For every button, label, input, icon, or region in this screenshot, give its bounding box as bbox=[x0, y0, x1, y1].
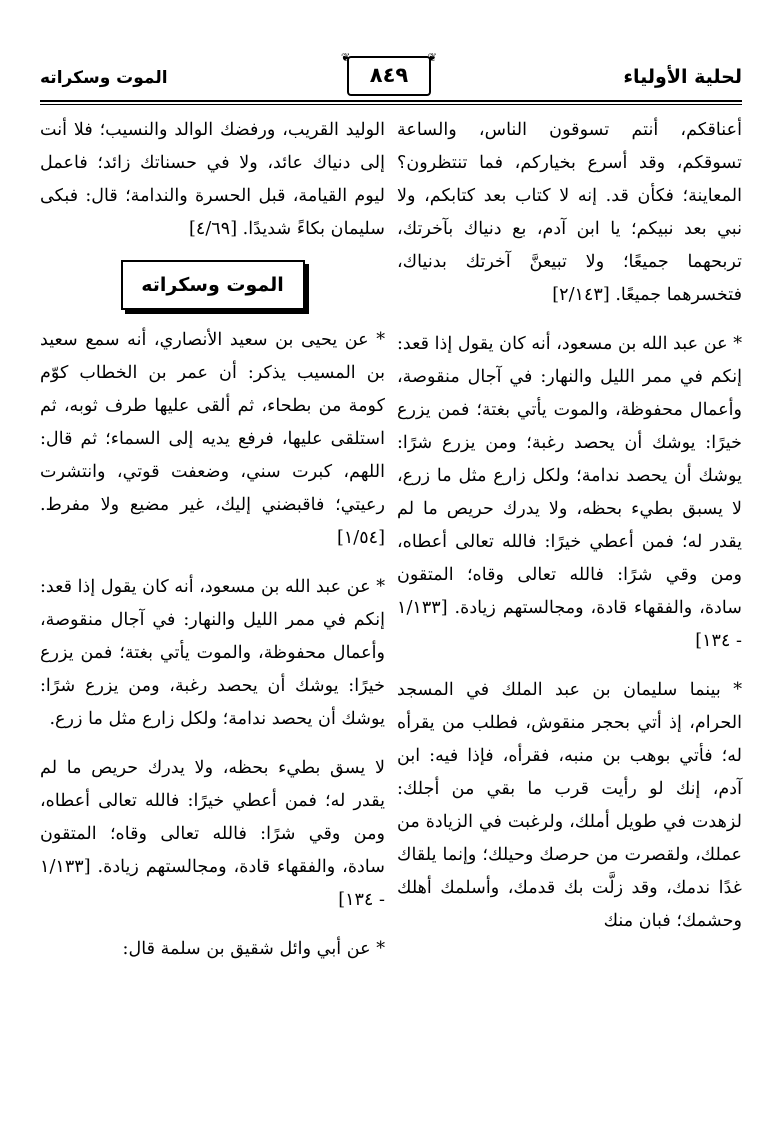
page-number: ❦ ٨٤٩ ❦ bbox=[347, 56, 431, 96]
paragraph: * عن عبد الله بن مسعود، أنه كان يقول إذا قعد: إنكم في ممر الليل والنهار: في آجال منقوصة، وأعمال محفوظة، والموت يأتي بغتة؛ فمن يزرع خيرًا: يوشك أن يحصد رغبة، ومن يزرع شرًا: يوشك أن يحصد ندامة؛ ولكل زارع مثل ما زرع. bbox=[40, 577, 385, 729]
header-rule bbox=[40, 100, 742, 102]
header-rule-thin bbox=[40, 104, 742, 105]
paragraph: لا يسق بطيء بحظه، ولا يدرك حريص ما لم يقدر له؛ فمن أعطي خيرًا: فالله تعالى أعطاه، ومن وقي شرًا: فالله تعالى وقاه؛ المتقون سادة، والفقهاء قادة، ومجالستهم زيادة. [١/١٣٣ - ١٣٤] bbox=[40, 758, 385, 910]
paragraph: الوليد القريب، ورفضك الوالد والنسيب؛ فلا أنت إلى دنياك عائد، ولا في حسناتك زائد؛ فاعمل ليوم القيامة، قبل الحسرة والندامة؛ قال: فبكى سليمان بكاءً شديدًا. [٤/٦٩] bbox=[40, 120, 385, 239]
paragraph: * عن أبي وائل شقيق بن سلمة قال: bbox=[122, 939, 385, 959]
section-running-title: الموت وسكراته bbox=[40, 68, 168, 88]
right-column bbox=[397, 114, 742, 938]
paragraph: * عن يحيى بن سعيد الأنصاري، أنه سمع سعيد بن المسيب يذكر: أن عمر بن الخطاب كوّم كومة من بطحاء، ثم ألقى عليها طرف ثوبه، ثم استلقى عليها، فرفع يديه إلى السماء؛ ثم قال: اللهم، كبرت سني، وضعفت قوتي، وانتشرت رعيتي؛ فاقبضني إليك، غير مضيع ولا مفرط. [١/٥٤] bbox=[40, 330, 385, 548]
section-heading: الموت وسكراته bbox=[121, 260, 305, 310]
book-title: لحلية الأولياء bbox=[623, 66, 742, 88]
paragraph: أعناقكم، أنتم تسوقون الناس، والساعة تسوقكم، وقد أسرع بخياركم، فما تنتظرون؟ المعاينة؛ فكأن قد. إنه لا كتاب بعد كتابكم، ولا نبي بعد نبيكم؛ يا ابن آدم، بع دنياك بآخرتك، تربحهما جميعًا؛ ولا تبيعنَّ آخرتك بدنياك، فتخسرهما جميعًا. [٢/١٤٣] bbox=[397, 120, 742, 305]
paragraph: * بينما سليمان بن عبد الملك في المسجد الحرام، إذ أتي بحجر منقوش، فطلب من يقرأه له؛ فأتي بوهب بن منبه، فقرأه، فإذا فيه: ابن آدم، إنك لو رأيت قرب ما بقي من أجلك: لزهدت في طويل أملك، ولرغبت في الزيادة من عملك، ولقصرت من حرصك وحيلك؛ وإنما يلقاك غدًا ندمك، وقد زلَّت بك قدمك، وأسلمك أهلك وحشمك؛ فبان منك bbox=[397, 680, 742, 931]
page-header bbox=[40, 52, 742, 92]
paragraph: * عن عبد الله بن مسعود، أنه كان يقول إذا قعد: إنكم في ممر الليل والنهار: في آجال منقوصة، وأعمال محفوظة، والموت يأتي بغتة؛ فمن يزرع خيرًا: يوشك أن يحصد رغبة؛ ومن يزرع شرًا: يوشك أن يحصد ندامة؛ ولكل زارع مثل ما زرع، لا يسبق بطيء بحظه، ولا يدرك حريص ما لم يقدر له؛ فمن أعطي خيرًا: فالله تعالى أعطاه، ومن وقي شرًا: فالله تعالى وقاه؛ المتقون سادة، والفقهاء قادة، ومجالستهم زيادة. [١/١٣٣ - ١٣٤] bbox=[397, 334, 742, 651]
left-column bbox=[40, 114, 385, 966]
